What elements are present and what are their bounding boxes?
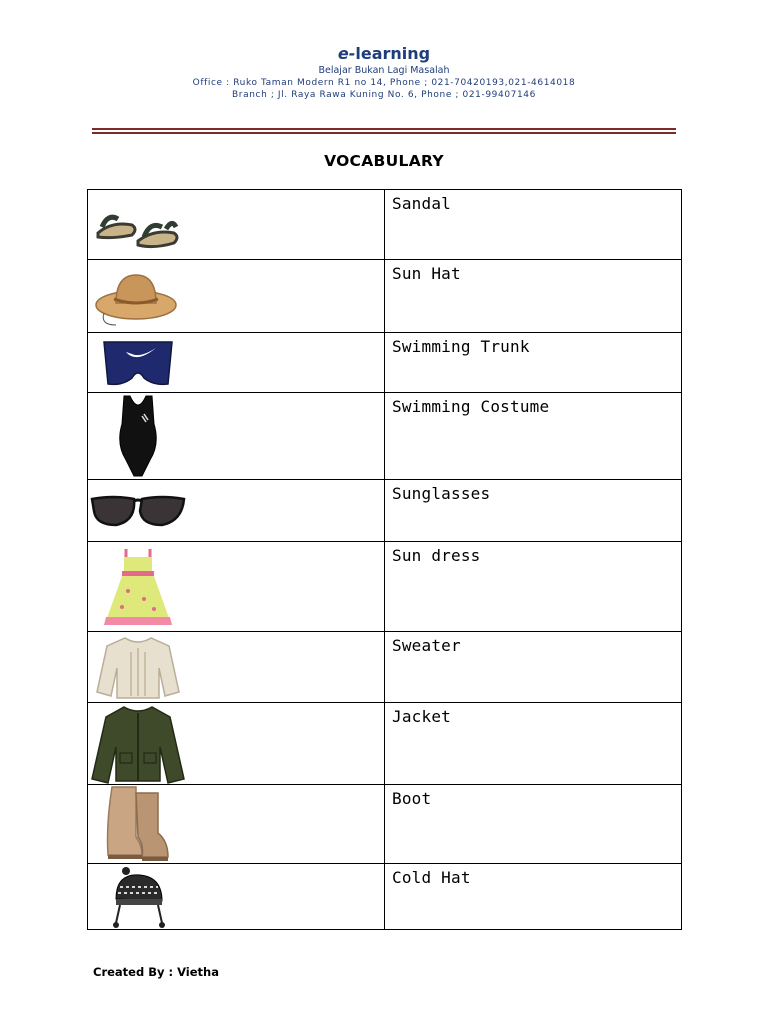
brand-prefix: e- — [337, 44, 356, 63]
word-cell: Boot — [385, 785, 682, 864]
table-row — [88, 190, 682, 260]
footer-credit: Created By : Vietha — [93, 965, 219, 979]
office-address: Office : Ruko Taman Modern R1 no 14, Phone ; 021-70420193,021-4614018 — [192, 78, 576, 88]
header-divider-top — [92, 128, 676, 130]
word-cell: Sunglasses — [385, 480, 682, 542]
table-row — [88, 632, 682, 703]
table-row — [88, 864, 682, 930]
jacket-icon — [90, 703, 186, 784]
letterhead — [0, 44, 768, 100]
swimming-trunk-icon — [90, 333, 186, 392]
sunglasses-icon — [90, 480, 186, 541]
brand-name — [0, 44, 768, 63]
picture-cell — [88, 785, 385, 864]
table-row — [88, 703, 682, 785]
table-row — [88, 785, 682, 864]
table-row — [88, 393, 682, 480]
sun-hat-icon — [90, 260, 186, 332]
branch-address: Branch ; Jl. Raya Rawa Kuning No. 6, Phone ; 021-99407146 — [232, 90, 536, 100]
table-row — [88, 542, 682, 632]
sweater-icon — [90, 632, 186, 702]
tagline: Belajar Bukan Lagi Masalah — [318, 65, 450, 76]
table-row — [88, 480, 682, 542]
vocabulary-table — [87, 189, 682, 930]
sun-dress-icon — [90, 542, 186, 631]
word-cell: Sandal — [385, 190, 682, 260]
picture-cell — [88, 632, 385, 703]
sandal-icon — [90, 190, 186, 259]
picture-cell — [88, 333, 385, 393]
brand-suffix: learning — [355, 44, 431, 63]
swimming-costume-icon — [90, 393, 186, 479]
picture-cell — [88, 703, 385, 785]
picture-cell — [88, 190, 385, 260]
word-cell: Sun Hat — [385, 260, 682, 333]
picture-cell — [88, 864, 385, 930]
word-cell: Cold Hat — [385, 864, 682, 930]
table-row — [88, 260, 682, 333]
boot-icon — [90, 785, 186, 863]
table-row — [88, 333, 682, 393]
word-cell: Sun dress — [385, 542, 682, 632]
page-title: VOCABULARY — [324, 152, 444, 170]
picture-cell — [88, 480, 385, 542]
word-cell: Sweater — [385, 632, 682, 703]
cold-hat-icon — [90, 864, 186, 929]
header-divider-bottom — [92, 132, 676, 134]
picture-cell — [88, 542, 385, 632]
word-cell: Jacket — [385, 703, 682, 785]
word-cell: Swimming Trunk — [385, 333, 682, 393]
picture-cell — [88, 260, 385, 333]
picture-cell — [88, 393, 385, 480]
word-cell: Swimming Costume — [385, 393, 682, 480]
